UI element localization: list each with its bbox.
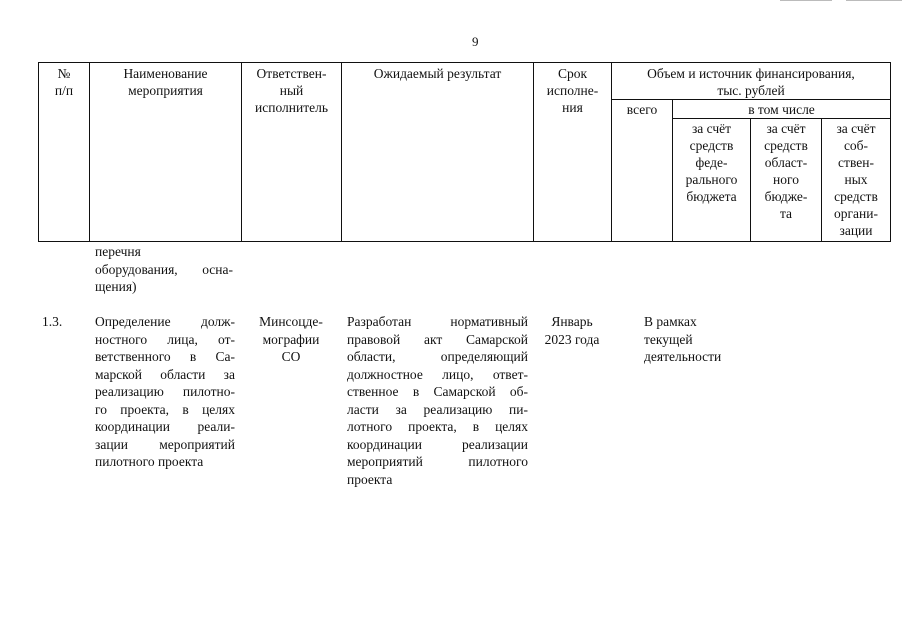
row-number: 1.3. [42,314,63,329]
page-number: 9 [472,34,479,49]
header-border-top [38,62,891,63]
top-rule-right [846,0,902,1]
row-result: Разработан нормативный правовой акт Самарской области, определяющий должностное лицо, ответ- ственное в Самарской об- ласти за реализацию пи- лотного проекта, в целях координации реализации мероприятий пилотного проекта [347,314,528,487]
header-responsible: Ответствен- ный исполнитель [255,66,328,115]
row-name: Определение долж- ностного лица, от- ветственного в Са- марской области за реализацию пилотно- го проекта, в целях координации реали- зации мероприятий пилотного проекта [95,314,235,469]
header-num: № п/п [54,66,74,98]
header-funding: Объем и источник финансирования, тыс. рублей [647,66,855,98]
row-responsible: Минсоцде- мографии СО [259,314,323,364]
header-border-bottom [38,241,891,242]
header-divider [611,99,891,100]
header-border-right [890,62,891,242]
header-total: всего [626,102,658,117]
row-deadline: Январь 2023 года [544,314,600,347]
top-rule-left [780,0,832,1]
table-header [38,62,891,242]
header-federal: за счёт средств феде- рального бюджета [685,121,738,204]
header-own: за счёт соб- ствен- ных средств органи- зации [834,121,878,238]
header-result: Ожидаемый результат [373,66,502,81]
header-divider [341,62,342,242]
header-regional: за счёт средств област- ного бюдже- та [764,121,808,221]
continuation-text: перечня оборудования, осна- щения) [95,244,233,294]
row-funding: В рамках текущей деятельности [644,314,722,364]
header-including: в том числе [748,102,815,117]
header-name: Наименование мероприятия [123,66,208,98]
header-divider [672,118,891,119]
header-deadline: Срок исполне- ния [546,66,599,115]
